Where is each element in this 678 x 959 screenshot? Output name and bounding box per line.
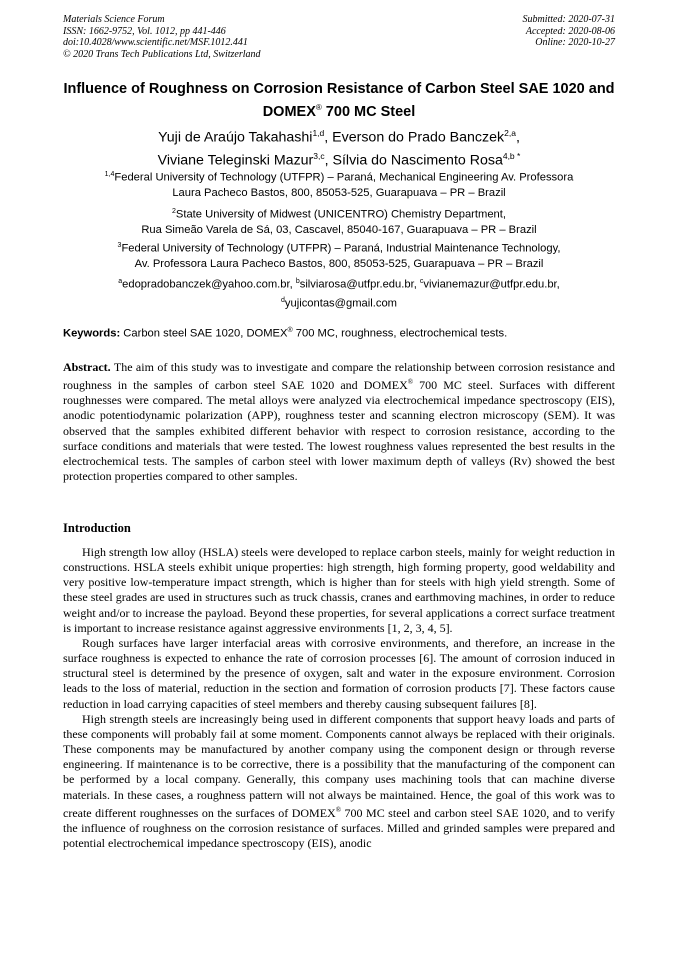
affiliation-mark: 1,4: [104, 171, 115, 178]
abstract-label: Abstract.: [63, 360, 111, 374]
email-mark: b: [295, 278, 300, 285]
affiliation-3: [63, 238, 615, 273]
doi-line: doi:10.4028/www.scientific.net/MSF.1012.441: [63, 37, 248, 49]
author-list: Yuji de Araújo Takahashi$^{1,d}$, Everson do Prado Banczek$^{2,a}$, Viviane Teleginski Mazur$^{3,c}$, Sílvia do Nascimento Rosa$^{4,b *}$: [157, 128, 521, 169]
email-address[interactable]: vivianemazur@utfpr.edu.br: [423, 278, 557, 291]
affiliation-text: Laura Pacheco Bastos, 800, 85053-525, Guarapuava – PR – Brazil: [172, 187, 506, 200]
title-text-end: 700 MC Steel: [321, 103, 416, 120]
affiliation-text: State University of Midwest (UNICENTRO) Chemistry Department,: [175, 208, 506, 221]
paragraph: [63, 712, 615, 851]
affiliation-text: Av. Professora Laura Pacheco Bastos, 800, 85053-525, Guarapuava – PR – Brazil: [134, 258, 544, 271]
introduction-body: [63, 545, 615, 851]
journal-header: [63, 14, 261, 60]
affiliation-2: [63, 204, 615, 239]
registered-mark: ®: [287, 327, 293, 334]
introduction-heading: Introduction: [63, 521, 131, 535]
submitted-date: Submitted: 2020-07-31: [522, 14, 615, 25]
author-affiliation-mark: 3,c: [313, 151, 325, 162]
copyright-line: © 2020 Trans Tech Publications Ltd, Switzerland: [63, 48, 261, 60]
affiliation-mark: 3: [117, 242, 122, 249]
author-affiliation-mark: 2,a: [504, 128, 516, 138]
abstract-text: The aim of this study was to investigate and compare the relationship between corrosion resistance and roughness in the samples of carbon steel SAE 1020 and DOMEX: [63, 360, 615, 393]
paragraph-text: High strength steels are increasingly being used in different components that support heavy loads and parts of these components will probably fail at some moment. Components cannot always be replaced with their originals. These components may be manufactured by another company using the component design or through reverse engineering. If maintenance is to be corrective, there is a possibility that the manufacturing of the component can be performed by a local company. Generally, this company uses machining tools that can machine diverse materials. In these cases, a roughness pattern will not always be maintained. Hence, the goal of this work was to create different roughnesses on the surfaces of DOMEX: [63, 711, 615, 820]
author-name: Viviane Teleginski Mazur: [157, 152, 314, 169]
author-name: Yuji de Araújo Takahashi: [158, 129, 313, 146]
paper-title: [63, 81, 615, 121]
registered-mark: ®: [315, 102, 322, 112]
affiliation-mark: 2: [171, 208, 176, 215]
keywords-text: Carbon steel SAE 1020, DOMEX: [120, 327, 288, 340]
email-address[interactable]: edopradobanczek@yahoo.com.br: [122, 278, 290, 291]
email-mark: d: [281, 297, 285, 305]
online-date: Online: 2020-10-27: [535, 37, 615, 49]
dates-header: [523, 14, 616, 49]
registered-mark: ®: [335, 805, 342, 814]
paragraph-text-end: 700 MC steel and carbon steel SAE 1020, and to verify the influence of roughness on the corrosion resistance of surfaces. Milled and grinded samples were prepared and potential electrochemical impedance spectroscopy (EIS), anodic: [63, 805, 615, 850]
keywords: [63, 323, 615, 342]
author-name: Sílvia do Nascimento Rosa: [332, 152, 503, 169]
title-text: Influence of Roughness on Corrosion Resistance of Carbon Steel SAE 1020 and DOMEX: [63, 81, 615, 120]
email-address[interactable]: yujicontas@gmail.com: [284, 297, 397, 310]
abstract: [63, 360, 615, 484]
email-mark: a: [118, 278, 123, 285]
email-list: $^a$edopradobanczek@yahoo.com.br, $^b$silviarosa@utfpr.edu.br, $^c$vivianemazur@utfpr.edu.br, $^d$yujicontas@gmail.com: [118, 278, 560, 310]
paragraph: High strength low alloy (HSLA) steels were developed to replace carbon steels, mainly for weight reduction in constructions. HSLA steels exhibit unique properties: high strength, high forming property, good weldability and very positive low-temperature impact strength, which is higher than for steels with high yield strength. Some of these steel grades are used in structures such as truck chassis, cranes and earthmoving machines, in order to reduce weight and/or to increase the payload. Beyond these properties, for several applications a correct surface treatment is important to increase resistance against aggressive environments [1, 2, 3, 4, 5].: [63, 545, 615, 635]
keywords-label: Keywords:: [63, 327, 121, 340]
journal-name: Materials Science Forum: [63, 14, 165, 25]
affiliation-text: Rua Simeão Varela de Sá, 03, Cascavel, 85040-167, Guarapuava – PR – Brazil: [141, 224, 537, 237]
email-mark: c: [419, 278, 424, 285]
email-address[interactable]: silviarosa@utfpr.edu.br: [299, 278, 414, 291]
accepted-date: Accepted: 2020-08-06: [525, 25, 615, 37]
author-affiliation-mark: 1,d: [312, 128, 325, 138]
affiliation-1: [63, 167, 615, 202]
author-name: Everson do Prado Banczek: [332, 129, 505, 146]
author-affiliation-mark: 4,b *: [502, 151, 521, 162]
abstract-text-end: 700 MC steel. Surfaces with different roughnesses were compared. The metal alloys were analyzed via electrochemical impedance spectroscopy (EIS), anodic potentiodynamic polarization (APP), roughness tester and scanning electron microscopy (SEM). It was observed that the samples exhibited different behavior with respect to corrosion resistance, according to the surface conditions and materials that were tested. The lowest roughness values represented the best results in the electrochemical tests. The samples of carbon steel with lower maximum depth of valleys (Rv) showed the best protection properties compared to other samples.: [63, 378, 615, 484]
registered-mark: ®: [407, 378, 414, 387]
paragraph: Rough surfaces have larger interfacial areas with corrosive environments, and therefore, an increase in the surface roughness is expected to enhance the rate of corrosion processes [6]. The amount of corrosion induced in structural steel is determined by the presence of oxygen, salt and water in the exposure environment. Corrosion leads to the loss of material, reduction in the section and formation of corrosion products [7]. These factors cause reduction in load carrying capacities of steel members and thereby causing subsequent failures [8].: [63, 635, 615, 711]
keywords-text-end: 700 MC, roughness, electrochemical tests.: [292, 327, 508, 340]
affiliation-text: Federal University of Technology (UTFPR) – Paraná, Industrial Maintenance Technology,: [121, 242, 561, 255]
issn-line: ISSN: 1662-9752, Vol. 1012, pp 441-446: [63, 25, 226, 37]
affiliation-text: Federal University of Technology (UTFPR) – Paraná, Mechanical Engineering Av. Professora: [114, 171, 574, 184]
